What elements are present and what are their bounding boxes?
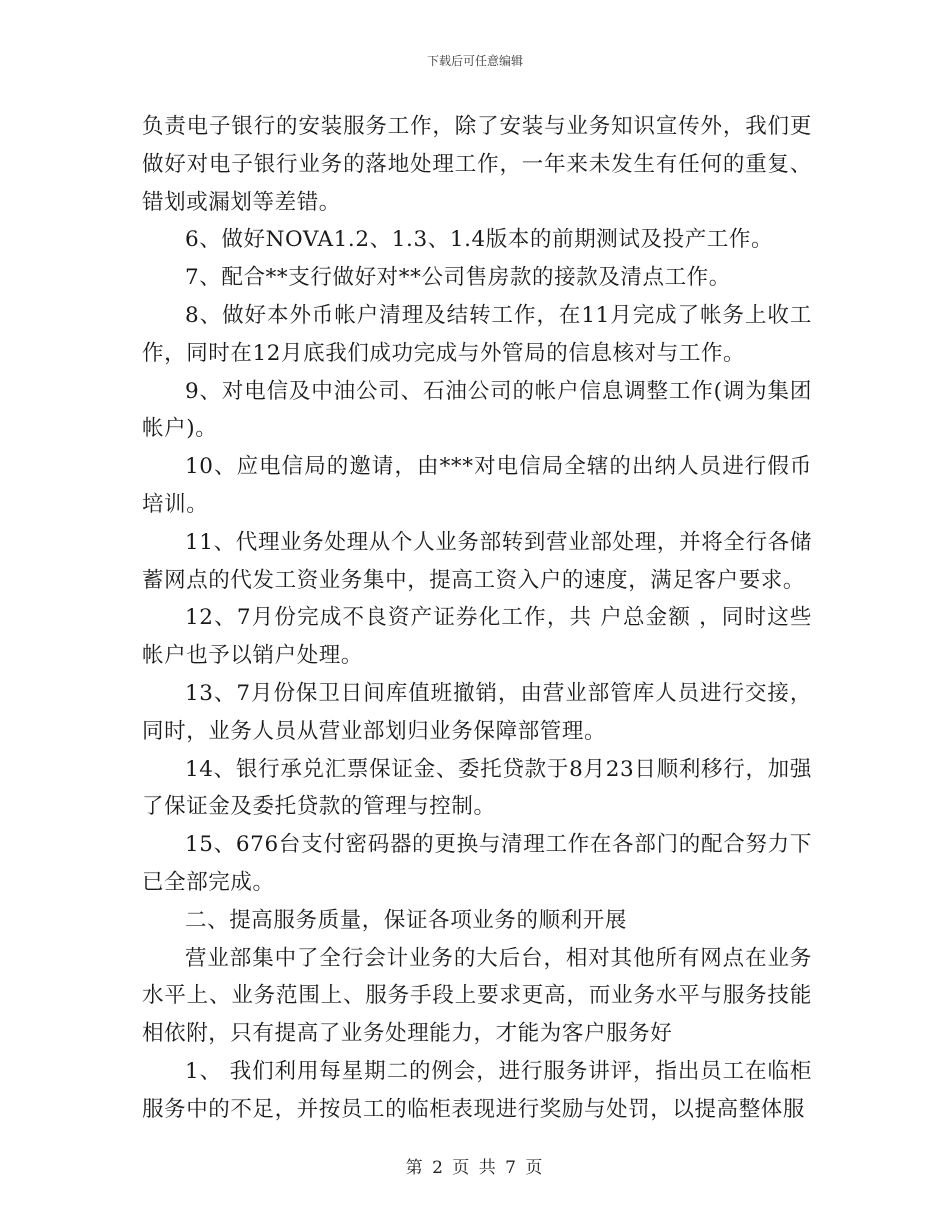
- page-footer: 第 2 页 共 7 页: [405, 1158, 545, 1178]
- paragraph-section-intro: 营业部集中了全行会计业务的大后台，相对其他所有网点在业务水平上、业务范围上、服务手段上要求更高，而业务水平与服务技能相依附，只有提高了业务处理能力，才能为客户服务好: [142, 945, 812, 1047]
- paragraph-item-11: 11、代理业务处理从个人业务部转到营业部处理，并将全行各储蓄网点的代发工资业务集中，提高工资入户的速度，满足客户要求。: [142, 529, 812, 593]
- document-body: [142, 108, 812, 1129]
- paragraph-item-13: 13、7月份保卫日间库值班撤销，由营业部管库人员进行交接，同时，业务人员从营业部划归业务保障部管理。: [142, 680, 812, 744]
- paragraph-item-6: 6、做好NOVA1.2、1.3、1.4版本的前期测试及投产工作。: [185, 227, 774, 253]
- paragraph-item-7: 7、配合**支行做好对**公司售房款的接款及清点工作。: [185, 265, 731, 291]
- paragraph-item-8: 8、做好本外币帐户清理及结转工作，在11月完成了帐务上收工作，同时在12月底我们成功完成与外管局的信息核对与工作。: [142, 302, 812, 366]
- paragraph-item-9: 9、对电信及中油公司、石油公司的帐户信息调整工作(调为集团帐户)。: [142, 378, 812, 442]
- section-heading: 二、提高服务质量，保证各项业务的顺利开展: [185, 907, 628, 933]
- page-header: 下载后可任意编辑: [426, 54, 523, 68]
- paragraph-continuation: 负责电子银行的安装服务工作，除了安装与业务知识宣传外，我们更做好对电子银行业务的落地处理工作，一年来未发生有任何的重复、错划或漏划等差错。: [142, 114, 812, 215]
- paragraph-item-12: 12、7月份完成不良资产证券化工作，共 户总金额 ，同时这些帐户也予以销户处理。: [142, 605, 812, 669]
- paragraph-item-14: 14、银行承兑汇票保证金、委托贷款于8月23日顺利移行，加强了保证金及委托贷款的管理与控制。: [142, 756, 812, 820]
- paragraph-item-15: 15、676台支付密码器的更换与清理工作在各部门的配合努力下已全部完成。: [142, 832, 812, 895]
- paragraph-item-10: 10、应电信局的邀请，由***对电信局全辖的出纳人员进行假币培训。: [142, 454, 812, 517]
- paragraph-subitem-1: 1、 我们利用每星期二的例会，进行服务讲评，指出员工在临柜服务中的不足，并按员工的临柜表现进行奖励与处罚，以提高整体服: [142, 1058, 812, 1122]
